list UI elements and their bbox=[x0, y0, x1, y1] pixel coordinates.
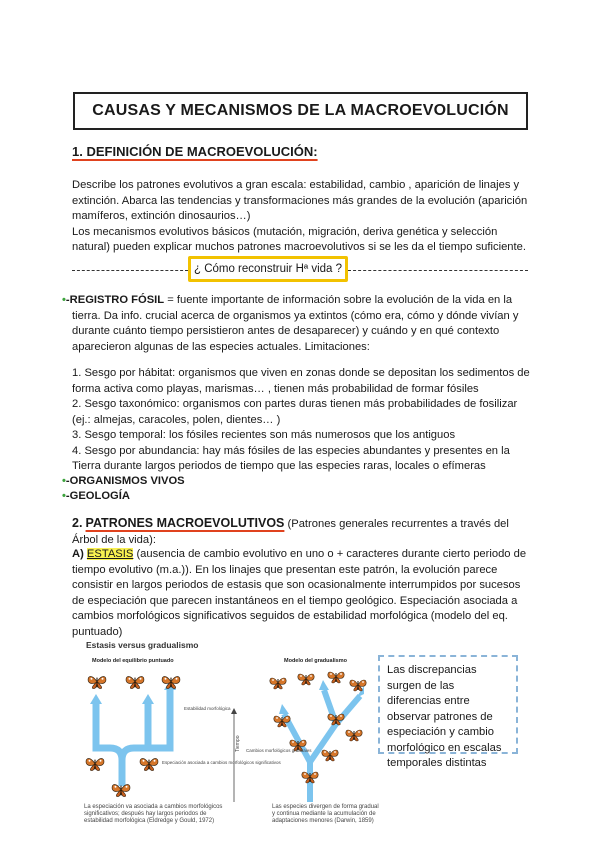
left-note-speciation: Especiación asociada a cambios morfológicos significativos bbox=[162, 760, 281, 765]
butterfly-icon bbox=[112, 785, 130, 797]
definition-paragraph: Describe los patrones evolutivos a gran escala: estabilidad, cambio , aparición de linajes y extinción. Abarca las tendencias y transformaciones más grandes de la evolución (aparición mamíferos, extinción dinosaurios…) Los mecanismos evolutivos básicos (mutación, migración, deriva genética y selección natural) pueden explicar muchos patrones macroevolutivos si se les da el tiempo suficiente. bbox=[72, 179, 528, 253]
bullet-organismos-vivos: •-ORGANISMOS VIVOS bbox=[62, 475, 185, 487]
figure-title: Estasis versus gradualismo bbox=[86, 640, 199, 650]
discrepancies-note: Las discrepancias surgen de las diferencias entre observar patrones de especiación y cambio morfológico en escalas temporales distintas bbox=[378, 655, 518, 754]
left-blue-arrows bbox=[90, 680, 176, 786]
butterfly-icon bbox=[328, 714, 344, 725]
left-caption: La especiación va asociada a cambios morfológicos significativos; después hay largos periodos de estabilidad morfológica (Eldredge y Gould, 1972) bbox=[84, 804, 223, 824]
butterfly-icon bbox=[298, 674, 314, 685]
callout-box: ¿ Cómo reconstruir Hª vida ? bbox=[188, 256, 348, 282]
butterfly-icon bbox=[86, 759, 104, 771]
butterfly-icon bbox=[346, 730, 362, 741]
butterfly-icon bbox=[140, 759, 158, 771]
butterfly-icon bbox=[270, 678, 286, 689]
butterfly-icon bbox=[88, 677, 106, 689]
butterfly-icon bbox=[126, 677, 144, 689]
time-axis-label: Tiempo bbox=[235, 735, 241, 752]
registro-fosil-block: •-REGISTRO FÓSIL = fuente importante de información sobre la evolución de la vida en la tierra. Da info. crucial acerca de organismos ya extintos (cómo era, cómo y dónde vivían y durante cuánto tiempo persistieron antes de desaparecer) y cuándo y en qué contexto aparecieron algunas de las especies actuales. Limitaciones: bbox=[62, 294, 519, 353]
left-note-stability: Estabilidad morfológica bbox=[184, 706, 231, 711]
divider-left bbox=[72, 270, 188, 271]
butterfly-icon bbox=[322, 750, 338, 761]
bullet-dot-icon: • bbox=[62, 294, 66, 306]
bullet-geologia: •-GEOLOGÍA bbox=[62, 490, 130, 502]
butterfly-icon bbox=[302, 772, 318, 783]
section1-heading: 1. DEFINICIÓN DE MACROEVOLUCIÓN: bbox=[72, 144, 318, 159]
butterfly-icon bbox=[162, 677, 180, 689]
right-caption: Las especies divergen de forma gradual y continua mediante la acumulación de adaptaciones menores (Darwin, 1859) bbox=[272, 804, 379, 824]
butterfly-icon bbox=[328, 672, 344, 683]
estasis-paragraph: A) ESTASIS (ausencia de cambio evolutivo en uno o + caracteres durante cierto periodo de tiempo evolutivo (m.a.)). En los linajes que presentan este patrón, la evolución parece consistir en largos periodos de estasis que son ocasionalmente interrumpidos por sucesos de especiación que parecen instantáneos en el tiempo geológico. Especiación asociada a cambios morfológicos significativos seguidos de estabilidad morfológica (modelo del eq. puntuado) bbox=[72, 548, 527, 638]
bullet-dot-icon: • bbox=[62, 490, 66, 502]
left-model-title: Modelo del equilibrio puntuado bbox=[92, 658, 174, 664]
right-model-title: Modelo del gradualismo bbox=[284, 658, 347, 664]
right-note-gradual: Cambios morfológicos graduales bbox=[246, 748, 312, 753]
limitations-list: 1. Sesgo por hábitat: organismos que viven en zonas donde se depositan los sedimentos de forma activa como playas, marismas… , tienen más probabilidad de formar fósiles 2. Sesgo taxonómico: organismos con partes duras tienen más probabilidades de fosilizar (ej.: almejas, caracoles, polen, dientes… ) 3. Sesgo temporal: los fósiles recientes son más numerosos que los antiguos 4. Sesgo por abundancia: hay más fósiles de las especies abundantes y presentes en la Tierra durante largos periodos de tiempo que las especies raras, locales o efímeras bbox=[72, 367, 530, 472]
divider-right bbox=[348, 270, 528, 271]
page-title: CAUSAS Y MECANISMOS DE LA MACROEVOLUCIÓN bbox=[73, 92, 528, 130]
bullet-dot-icon: • bbox=[62, 475, 66, 487]
section2-heading: 2. PATRONES MACROEVOLUTIVOS (Patrones generales recurrentes a través del Árbol de la vida): bbox=[72, 516, 509, 546]
callout-divider bbox=[72, 263, 528, 279]
estasis-term: ESTASIS bbox=[86, 548, 134, 560]
